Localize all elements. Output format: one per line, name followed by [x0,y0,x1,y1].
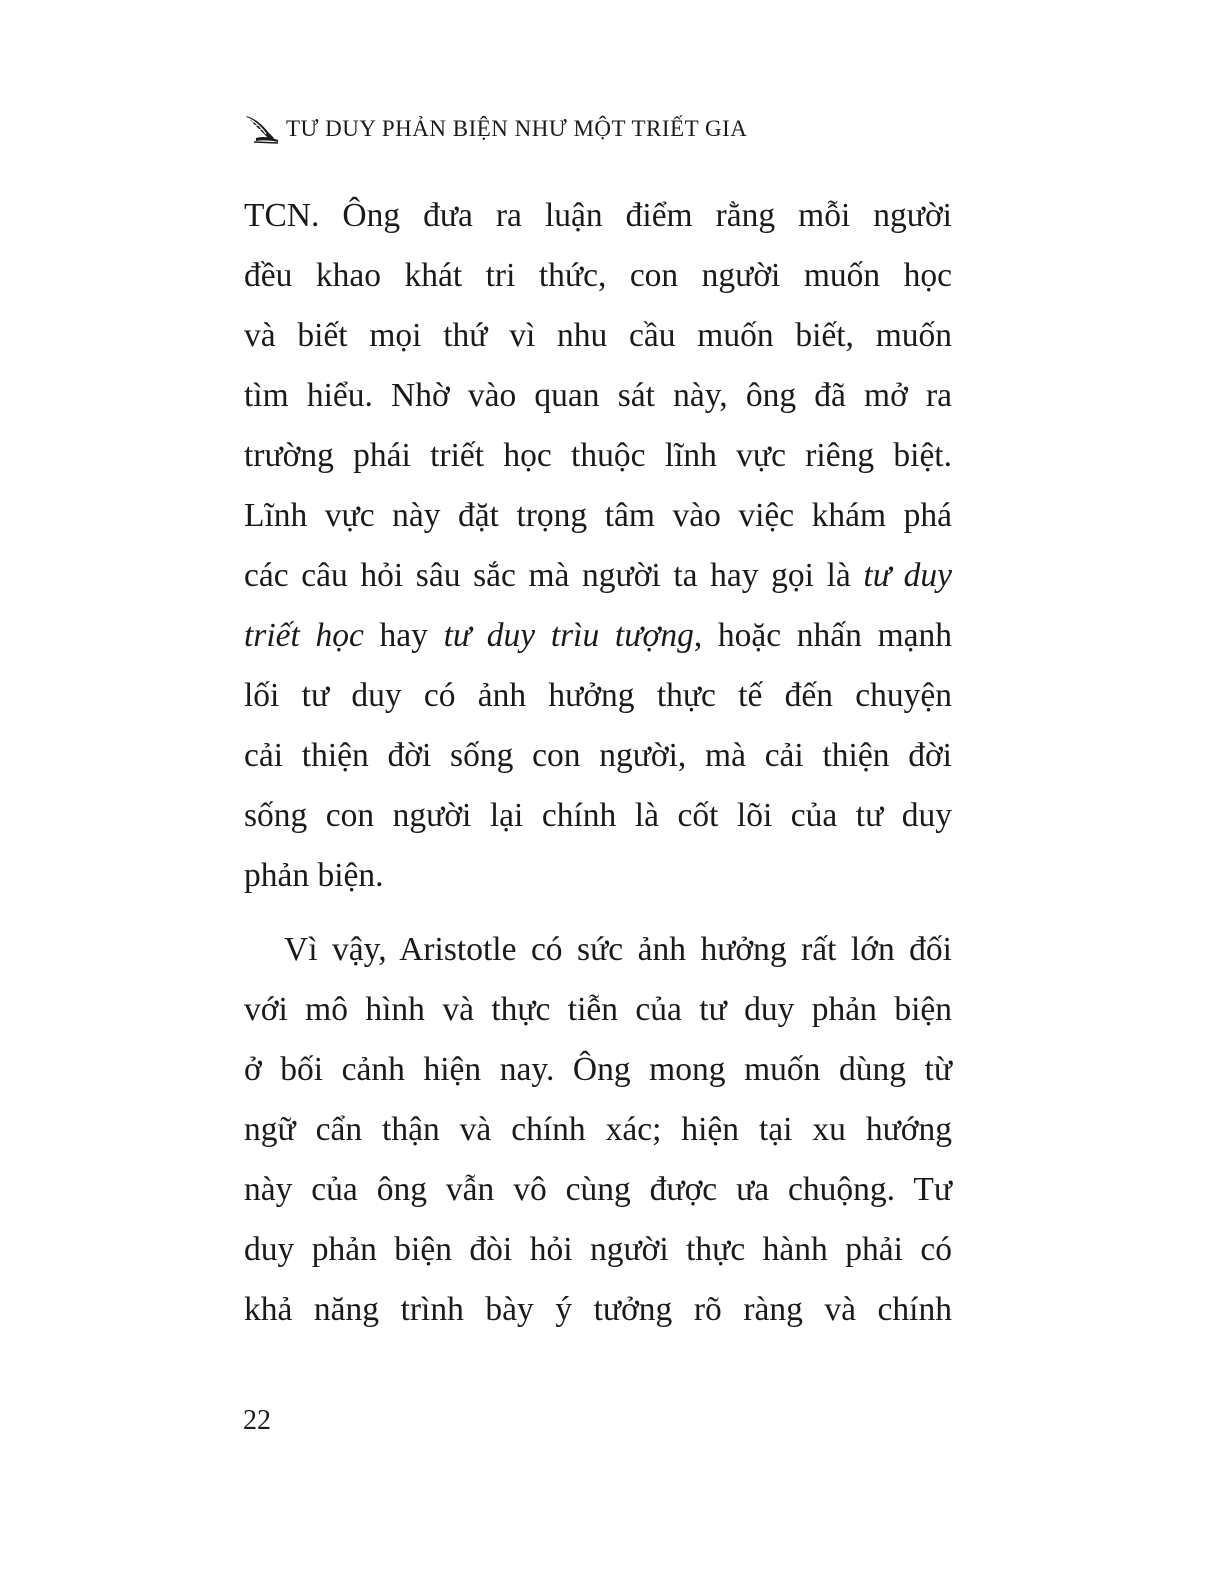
paragraph [244,920,952,1340]
text-line: tìm hiểu. Nhờ vào quan sát này, ông đã mở ra [244,377,952,414]
text-line: này của ông vẫn vô cùng được ưa chuộng. Tư [244,1171,952,1208]
page-body [244,186,952,1340]
text-line: và biết mọi thứ vì nhu cầu muốn biết, muốn [244,317,952,354]
italic-term: triết học [244,617,364,654]
text-line [244,546,952,606]
text-line: khả năng trình bày ý tưởng rõ ràng và chính [244,1291,952,1328]
text-line: lối tư duy có ảnh hưởng thực tế đến chuyện [244,677,952,714]
book-title: TƯ DUY PHẢN BIỆN NHƯ MỘT TRIẾT GIA [286,116,748,141]
text-line: cải thiện đời sống con người, mà cải thiện đời [244,737,952,774]
text-line: duy phản biện đòi hỏi người thực hành phải có [244,1231,952,1268]
text-run: các câu hỏi sâu sắc mà người ta hay gọi là [244,557,864,594]
page-number: 22 [243,1405,271,1436]
italic-term: tư duy [863,557,953,594]
text-line: Vì vậy, Aristotle có sức ảnh hưởng rất lớn đối [284,931,952,968]
paragraph [244,186,952,906]
text-run: , hoặc nhấn mạnh [693,617,952,654]
text-line: phản biện. [244,857,384,894]
text-line: sống con người lại chính là cốt lõi của tư duy [244,797,952,834]
paragraph-spacer [244,906,952,920]
running-header [244,104,1004,154]
text-run: hay [363,617,444,654]
text-line: trường phái triết học thuộc lĩnh vực riêng biệt. [244,437,952,474]
italic-term: tư duy trìu tượng [443,617,694,654]
quill-feather-icon [244,112,280,146]
text-line: ở bối cảnh hiện nay. Ông mong muốn dùng từ [244,1051,952,1088]
text-line: đều khao khát tri thức, con người muốn học [244,257,952,294]
text-line: với mô hình và thực tiễn của tư duy phản biện [244,991,952,1028]
text-line [244,606,952,666]
text-line: Lĩnh vực này đặt trọng tâm vào việc khám phá [244,497,952,534]
text-line: ngữ cẩn thận và chính xác; hiện tại xu hướng [244,1111,952,1148]
text-line: TCN. Ông đưa ra luận điểm rằng mỗi người [244,197,952,234]
